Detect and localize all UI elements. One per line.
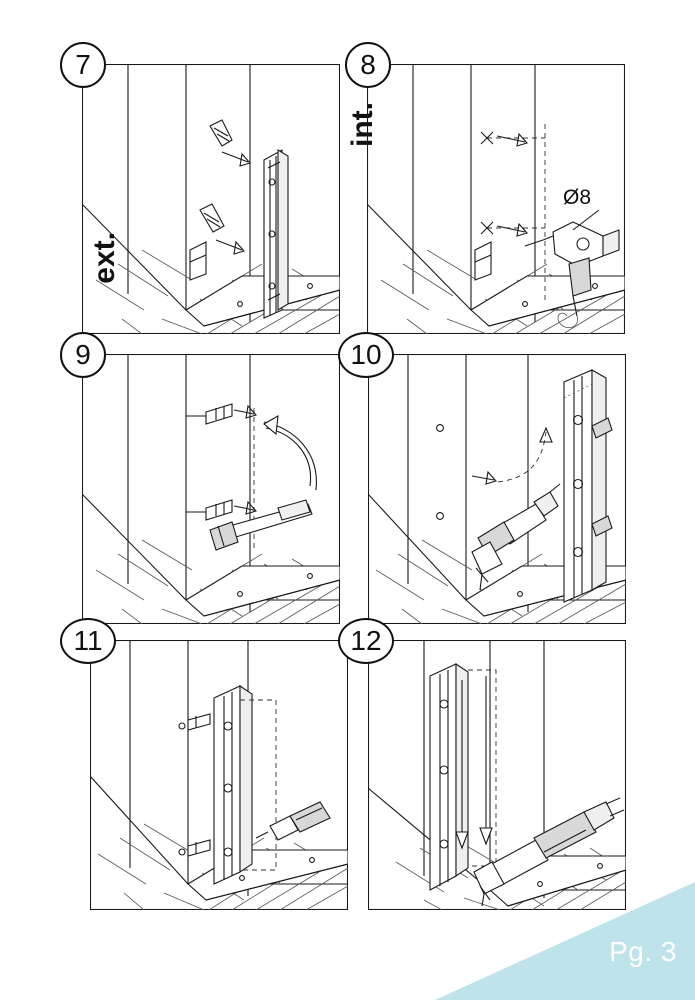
- step-number-badge-7: 7: [60, 42, 106, 88]
- step-11-illustration: [90, 640, 348, 910]
- step-10-illustration: [368, 354, 626, 624]
- page-number-label: Pg. 3: [609, 936, 677, 967]
- step-7-illustration: [82, 64, 340, 334]
- step-11: [60, 618, 340, 908]
- step-8: [345, 42, 635, 332]
- step-number-badge-11: 11: [60, 618, 116, 664]
- step-10: [338, 332, 633, 622]
- step-7: [60, 42, 379, 332]
- step-number-badge-9: 9: [60, 332, 106, 378]
- step-9-illustration: [82, 354, 340, 624]
- drill-diameter-text: Ø8: [563, 186, 592, 209]
- exterior-label: ext.: [88, 232, 121, 284]
- interior-label: int.: [346, 102, 379, 147]
- step-number-badge-12: 12: [338, 618, 394, 664]
- step-8-illustration: [367, 64, 625, 334]
- step-9: [60, 332, 340, 622]
- step-12: [338, 618, 633, 908]
- step-12-illustration: [368, 640, 626, 910]
- step-number-badge-10: 10: [338, 332, 394, 378]
- step-number-badge-8: 8: [345, 42, 391, 88]
